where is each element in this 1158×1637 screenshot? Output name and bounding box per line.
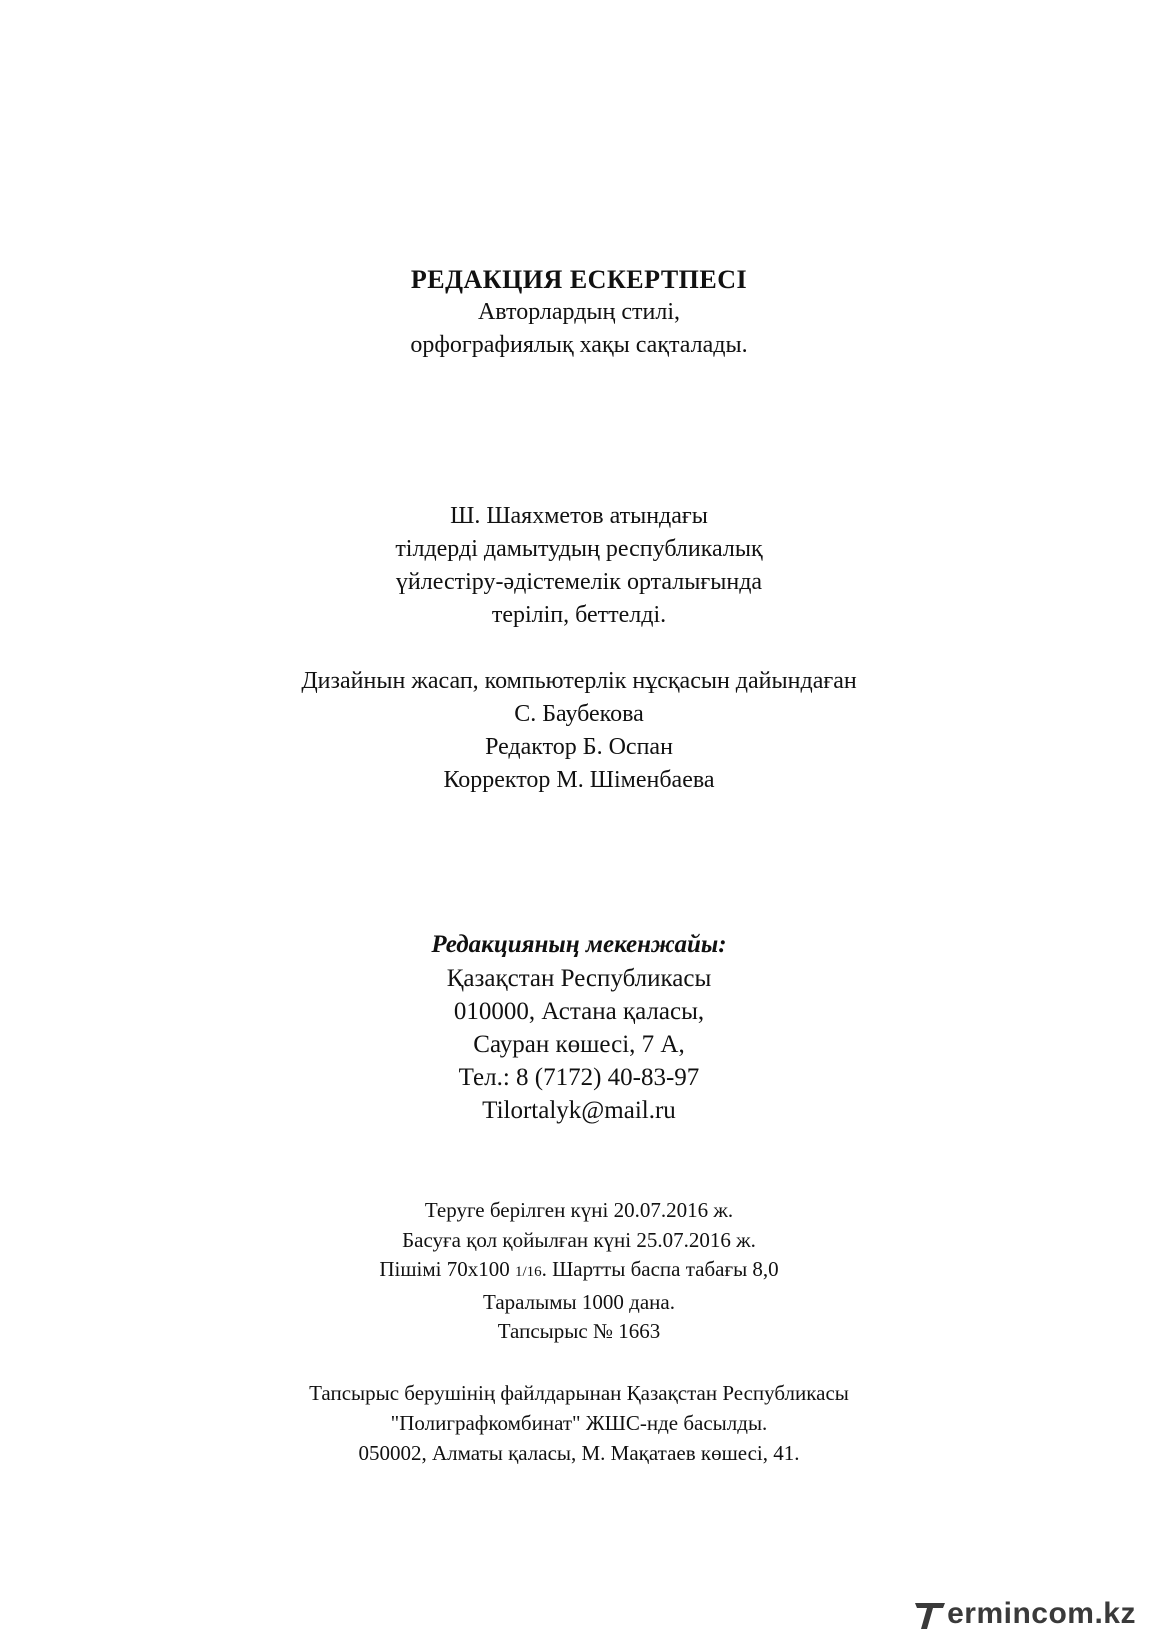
printer-line: 050002, Алматы қаласы, М. Мақатаев көшесі, 41. — [358, 1441, 800, 1465]
editorial-note-line: орфографиялық хақы сақталады. — [410, 332, 748, 358]
print-run: Таралымы 1000 дана. — [483, 1289, 675, 1314]
typeset-line: теріліп, беттелді. — [491, 602, 667, 628]
credits-designer-role: Дизайнын жасап, компьютерлік нұсқасын дайындаған — [301, 668, 857, 694]
watermark-text: ermincom.kz — [947, 1597, 1136, 1630]
print-format-suffix: . Шартты баспа табағы 8,0 — [541, 1257, 779, 1281]
watermark-logo — [913, 1597, 1136, 1631]
editorial-note-line: Авторлардың стилі, — [477, 299, 681, 325]
print-format-prefix: Пішімі 70х100 — [379, 1257, 515, 1281]
credits-editor: Редактор Б. Оспан — [485, 734, 673, 760]
print-details — [0, 1196, 1158, 1347]
address-heading: Редакцияның мекенжайы: — [431, 931, 727, 958]
editorial-address — [0, 928, 1158, 1127]
terminkom-t-logo-icon — [913, 1597, 947, 1631]
print-format-fraction: 1/16 — [514, 1264, 542, 1280]
editorial-note-title: РЕДАКЦИЯ ЕСКЕРТПЕСІ — [410, 265, 748, 294]
print-order-number: Тапсырыс № 1663 — [497, 1319, 661, 1343]
typeset-line: Ш. Шаяхметов атындағы — [450, 503, 708, 529]
print-signed-date: Басуға қол қойылған күні 25.07.2016 ж. — [402, 1227, 756, 1252]
address-street: Сауран көшесі, 7 А, — [473, 1031, 685, 1058]
typeset-info — [0, 500, 1158, 632]
print-typeset-date: Теруге берілген күні 20.07.2016 ж. — [424, 1198, 734, 1222]
print-format — [0, 1255, 1158, 1288]
credits-proofreader: Корректор М. Шіменбаева — [443, 767, 715, 793]
credits — [0, 665, 1158, 797]
address-city: 010000, Астана қаласы, — [453, 998, 705, 1025]
address-country: Қазақстан Республикасы — [446, 965, 712, 992]
editorial-note — [0, 264, 1158, 362]
address-phone: Тел.: 8 (7172) 40-83-97 — [458, 1064, 700, 1091]
typeset-line: үйлестіру-әдістемелік орталығында — [395, 569, 763, 595]
printer-info — [0, 1378, 1158, 1468]
printer-line: Тапсырыс берушінің файлдарынан Қазақстан Республикасы — [309, 1381, 849, 1405]
credits-designer-name: С. Баубекова — [514, 701, 644, 727]
address-email: Tilortalyk@mail.ru — [482, 1097, 676, 1124]
printer-line: "Полиграфкомбинат" ЖШС-нде басылды. — [390, 1411, 768, 1435]
typeset-line: тілдерді дамытудың республикалық — [395, 536, 763, 562]
